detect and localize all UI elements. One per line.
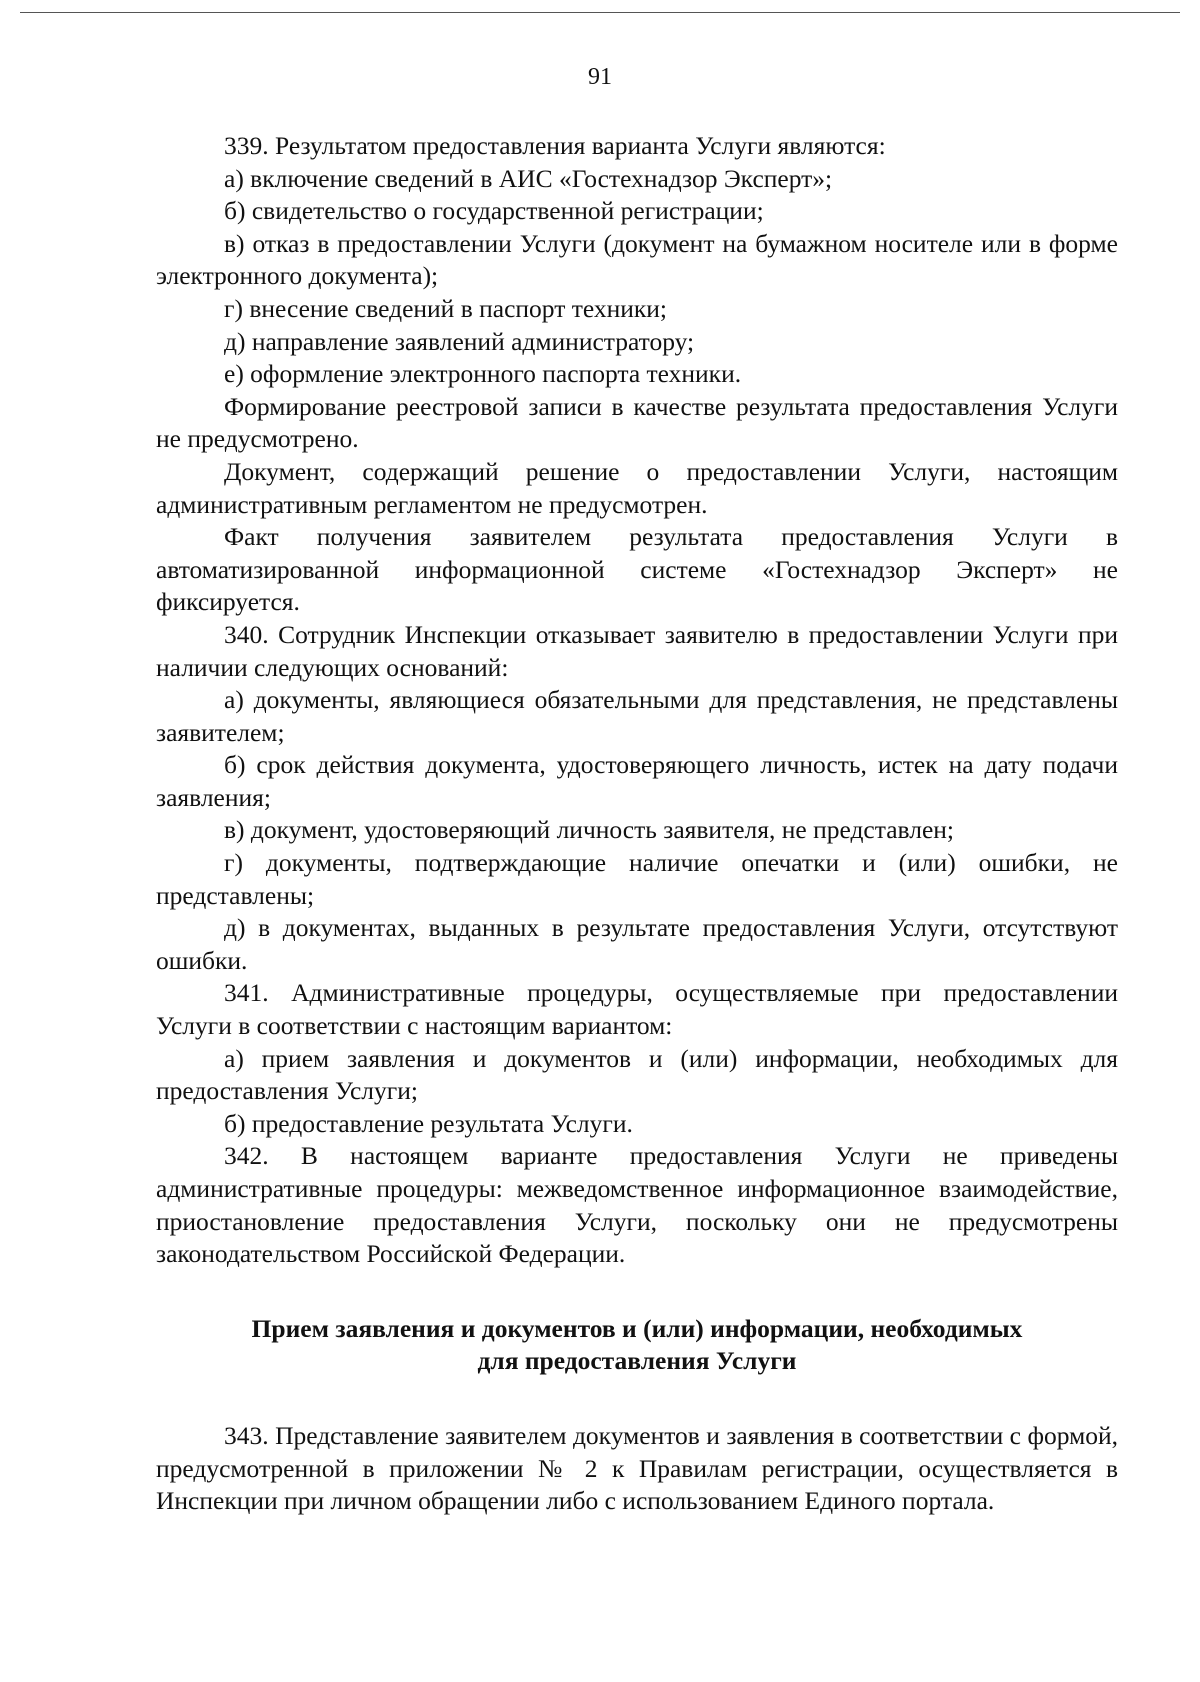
paragraph-340-item-a: а) документы, являющиеся обязательными для представления, не представлены заявителем; — [156, 685, 1118, 747]
paragraph-343: 343. Представление заявителем документов и заявления в соответствии с формой, предусмотренной в приложении № 2 к Правилам регистрации, осуществляется в Инспекции при личном обращении либо с использованием Единого портала. — [156, 1420, 1118, 1516]
paragraph-339-item-b: б) свидетельство о государственной регистрации; — [224, 196, 764, 226]
paragraph-339-item-g: г) внесение сведений в паспорт техники; — [224, 293, 668, 323]
section-heading-line-1: Прием заявления и документов и (или) информации, необходимых — [251, 1313, 1023, 1343]
paragraph-341-item-a: а) прием заявления и документов и (или) информации, необходимых для предоставления Услуги; — [156, 1043, 1118, 1106]
paragraph-342: 342. В настоящем варианте предоставления Услуги не приведены административные процедуры: межведомственное информационное взаимодействие, приостановление предоставления Услуги, поскольку они не предусмотрены законодательством Российской Федерации. — [156, 1141, 1118, 1269]
paragraph-340-item-v: в) документ, удостоверяющий личность заявителя, не представлен; — [224, 815, 954, 845]
paragraph-339-item-v: в) отказ в предоставлении Услуги (документ на бумажном носителе или в форме электронного документа); — [156, 228, 1118, 291]
paragraph-339-item-a: а) включение сведений в АИС «Гостехнадзор Эксперт»; — [224, 163, 833, 193]
paragraph-340-item-g: г) документы, подтверждающие наличие опечатки и (или) ошибки, не представлены; — [156, 848, 1118, 910]
paragraph-339: 339. Результатом предоставления варианта Услуги являются: — [224, 131, 886, 160]
section-heading-line-2: для предоставления Услуги — [477, 1346, 797, 1376]
paragraph-340-item-b: б) срок действия документа, удостоверяющего личность, истек на дату подачи заявления; — [156, 750, 1118, 812]
paragraph-339-item-d: д) направление заявлений администратору; — [224, 326, 695, 356]
paragraph-result-receipt: Факт получения заявителем результата предоставления Услуги в автоматизированной информационной системе «Гостехнадзор Эксперт» не фиксируется. — [156, 522, 1118, 617]
paragraph-decision-document: Документ, содержащий решение о предоставлении Услуги, настоящим административным регламентом не предусмотрен. — [156, 456, 1118, 519]
paragraph-340: 340. Сотрудник Инспекции отказывает заявителю в предоставлении Услуги при наличии следующих оснований: — [156, 619, 1118, 682]
top-rule — [20, 12, 1180, 13]
page-content — [156, 130, 1118, 1518]
paragraph-341: 341. Административные процедуры, осуществляемые при предоставлении Услуги в соответствии с настоящим вариантом: — [156, 978, 1118, 1041]
paragraph-339-item-e: е) оформление электронного паспорта техники. — [224, 359, 742, 389]
page-number: 91 — [588, 64, 612, 90]
paragraph-340-item-d: д) в документах, выданных в результате предоставления Услуги, отсутствуют ошибки. — [156, 913, 1118, 975]
section-heading — [156, 1313, 1118, 1378]
paragraph-registry-record: Формирование реестровой записи в качестве результата предоставления Услуги не предусмотрено. — [156, 391, 1118, 454]
paragraph-341-item-b: б) предоставление результата Услуги. — [224, 1108, 633, 1138]
